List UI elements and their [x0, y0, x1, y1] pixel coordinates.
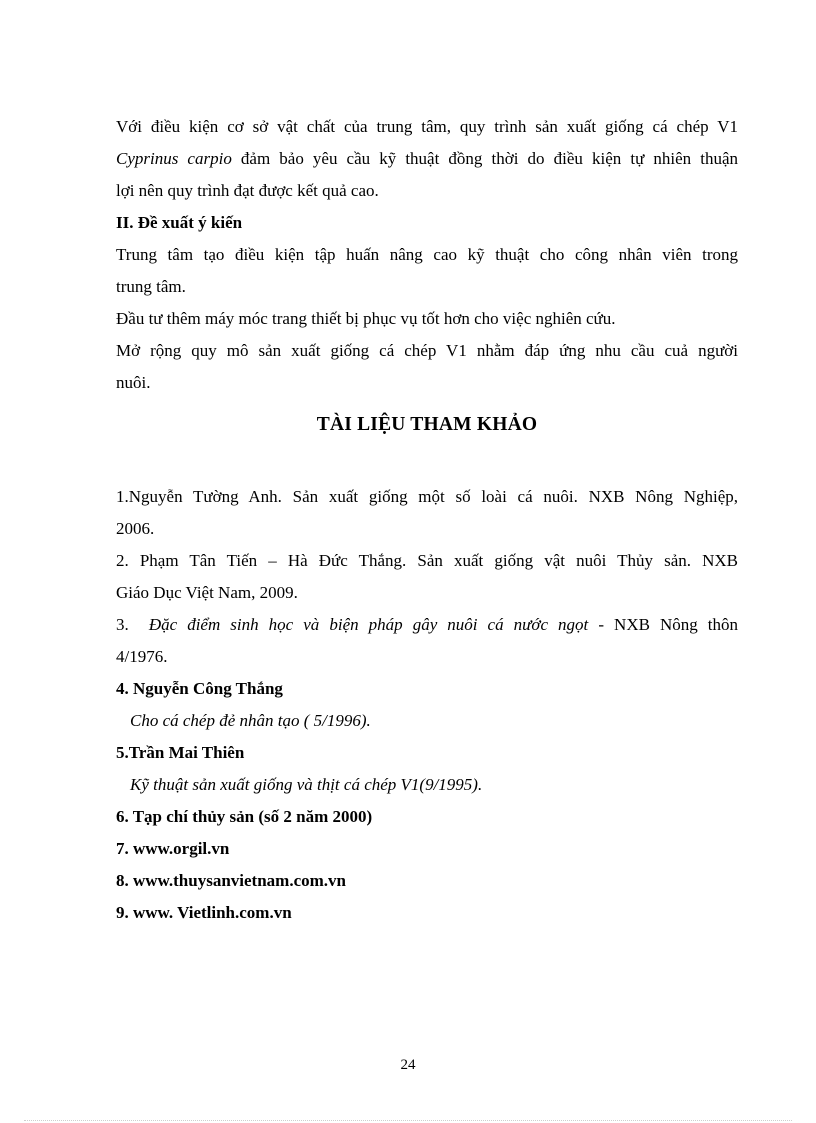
conclusion-line-1 — [116, 111, 738, 143]
conclusion-text: Với điều kiện cơ sở vật chất của trung tâm, quy trình sản xuất giống cá chép V1 — [116, 117, 738, 136]
references-list — [116, 481, 738, 929]
reference-3-line-2: 4/1976. — [116, 647, 168, 666]
references-title: TÀI LIỆU THAM KHẢO — [316, 414, 538, 435]
page-content — [116, 111, 738, 929]
page-bottom-rule — [24, 1120, 792, 1121]
proposal-item-1-line-2: trung tâm. — [116, 277, 186, 296]
conclusion-line-2 — [116, 143, 738, 175]
reference-6: 6. Tạp chí thủy sản (số 2 năm 2000) — [116, 807, 373, 826]
reference-5-author: 5.Trần Mai Thiên — [116, 743, 245, 762]
reference-8: 8. www.thuysanvietnam.com.vn — [116, 871, 346, 890]
reference-1-line-1: 1.Nguyễn Tường Anh. Sản xuất giống một số loài cá nuôi. NXB Nông Nghiệp, — [116, 487, 738, 506]
reference-9: 9. www. Vietlinh.com.vn — [116, 903, 292, 922]
reference-2-line-1: 2. Phạm Tân Tiến – Hà Đức Thắng. Sản xuất giống vật nuôi Thủy sản. NXB — [116, 551, 738, 570]
conclusion-line-3 — [116, 175, 738, 207]
reference-publisher: - NXB Nông thôn — [588, 615, 739, 634]
species-name: Cyprinus carpio — [116, 149, 232, 168]
reference-number: 3. — [116, 615, 149, 634]
reference-1-line-2: 2006. — [116, 519, 155, 538]
proposal-item-3-line-2: nuôi. — [116, 373, 151, 392]
proposal-item-3-line-1: Mở rộng quy mô sản xuất giống cá chép V1 nhằm đáp ứng nhu cầu cuả người — [116, 341, 738, 360]
section-heading: II. Đề xuất ý kiến — [116, 213, 243, 232]
page-number: 24 — [400, 1057, 416, 1073]
reference-7: 7. www.orgil.vn — [116, 839, 230, 858]
reference-title: Đặc điểm sinh học và biện pháp gây nuôi cá nước ngọt — [148, 615, 589, 634]
reference-2-line-2: Giáo Dục Việt Nam, 2009. — [116, 583, 298, 602]
reference-5-title: Kỹ thuật sản xuất giống và thịt cá chép V1(9/1995). — [130, 775, 483, 794]
conclusion-text: lợi nên quy trình đạt được kết quả cao. — [116, 181, 379, 200]
proposal-item-2: Đầu tư thêm máy móc trang thiết bị phục vụ tốt hơn cho việc nghiên cứu. — [116, 309, 616, 328]
reference-4-author: 4. Nguyễn Công Thắng — [116, 679, 283, 698]
conclusion-text: đảm bảo yêu cầu kỹ thuật đồng thời do điều kiện tự nhiên thuận — [231, 149, 739, 168]
proposal-item-1-line-1: Trung tâm tạo điều kiện tập huấn nâng cao kỹ thuật cho công nhân viên trong — [116, 245, 738, 264]
reference-3-line-1 — [116, 609, 738, 641]
reference-4-title: Cho cá chép đẻ nhân tạo ( 5/1996). — [130, 711, 371, 730]
